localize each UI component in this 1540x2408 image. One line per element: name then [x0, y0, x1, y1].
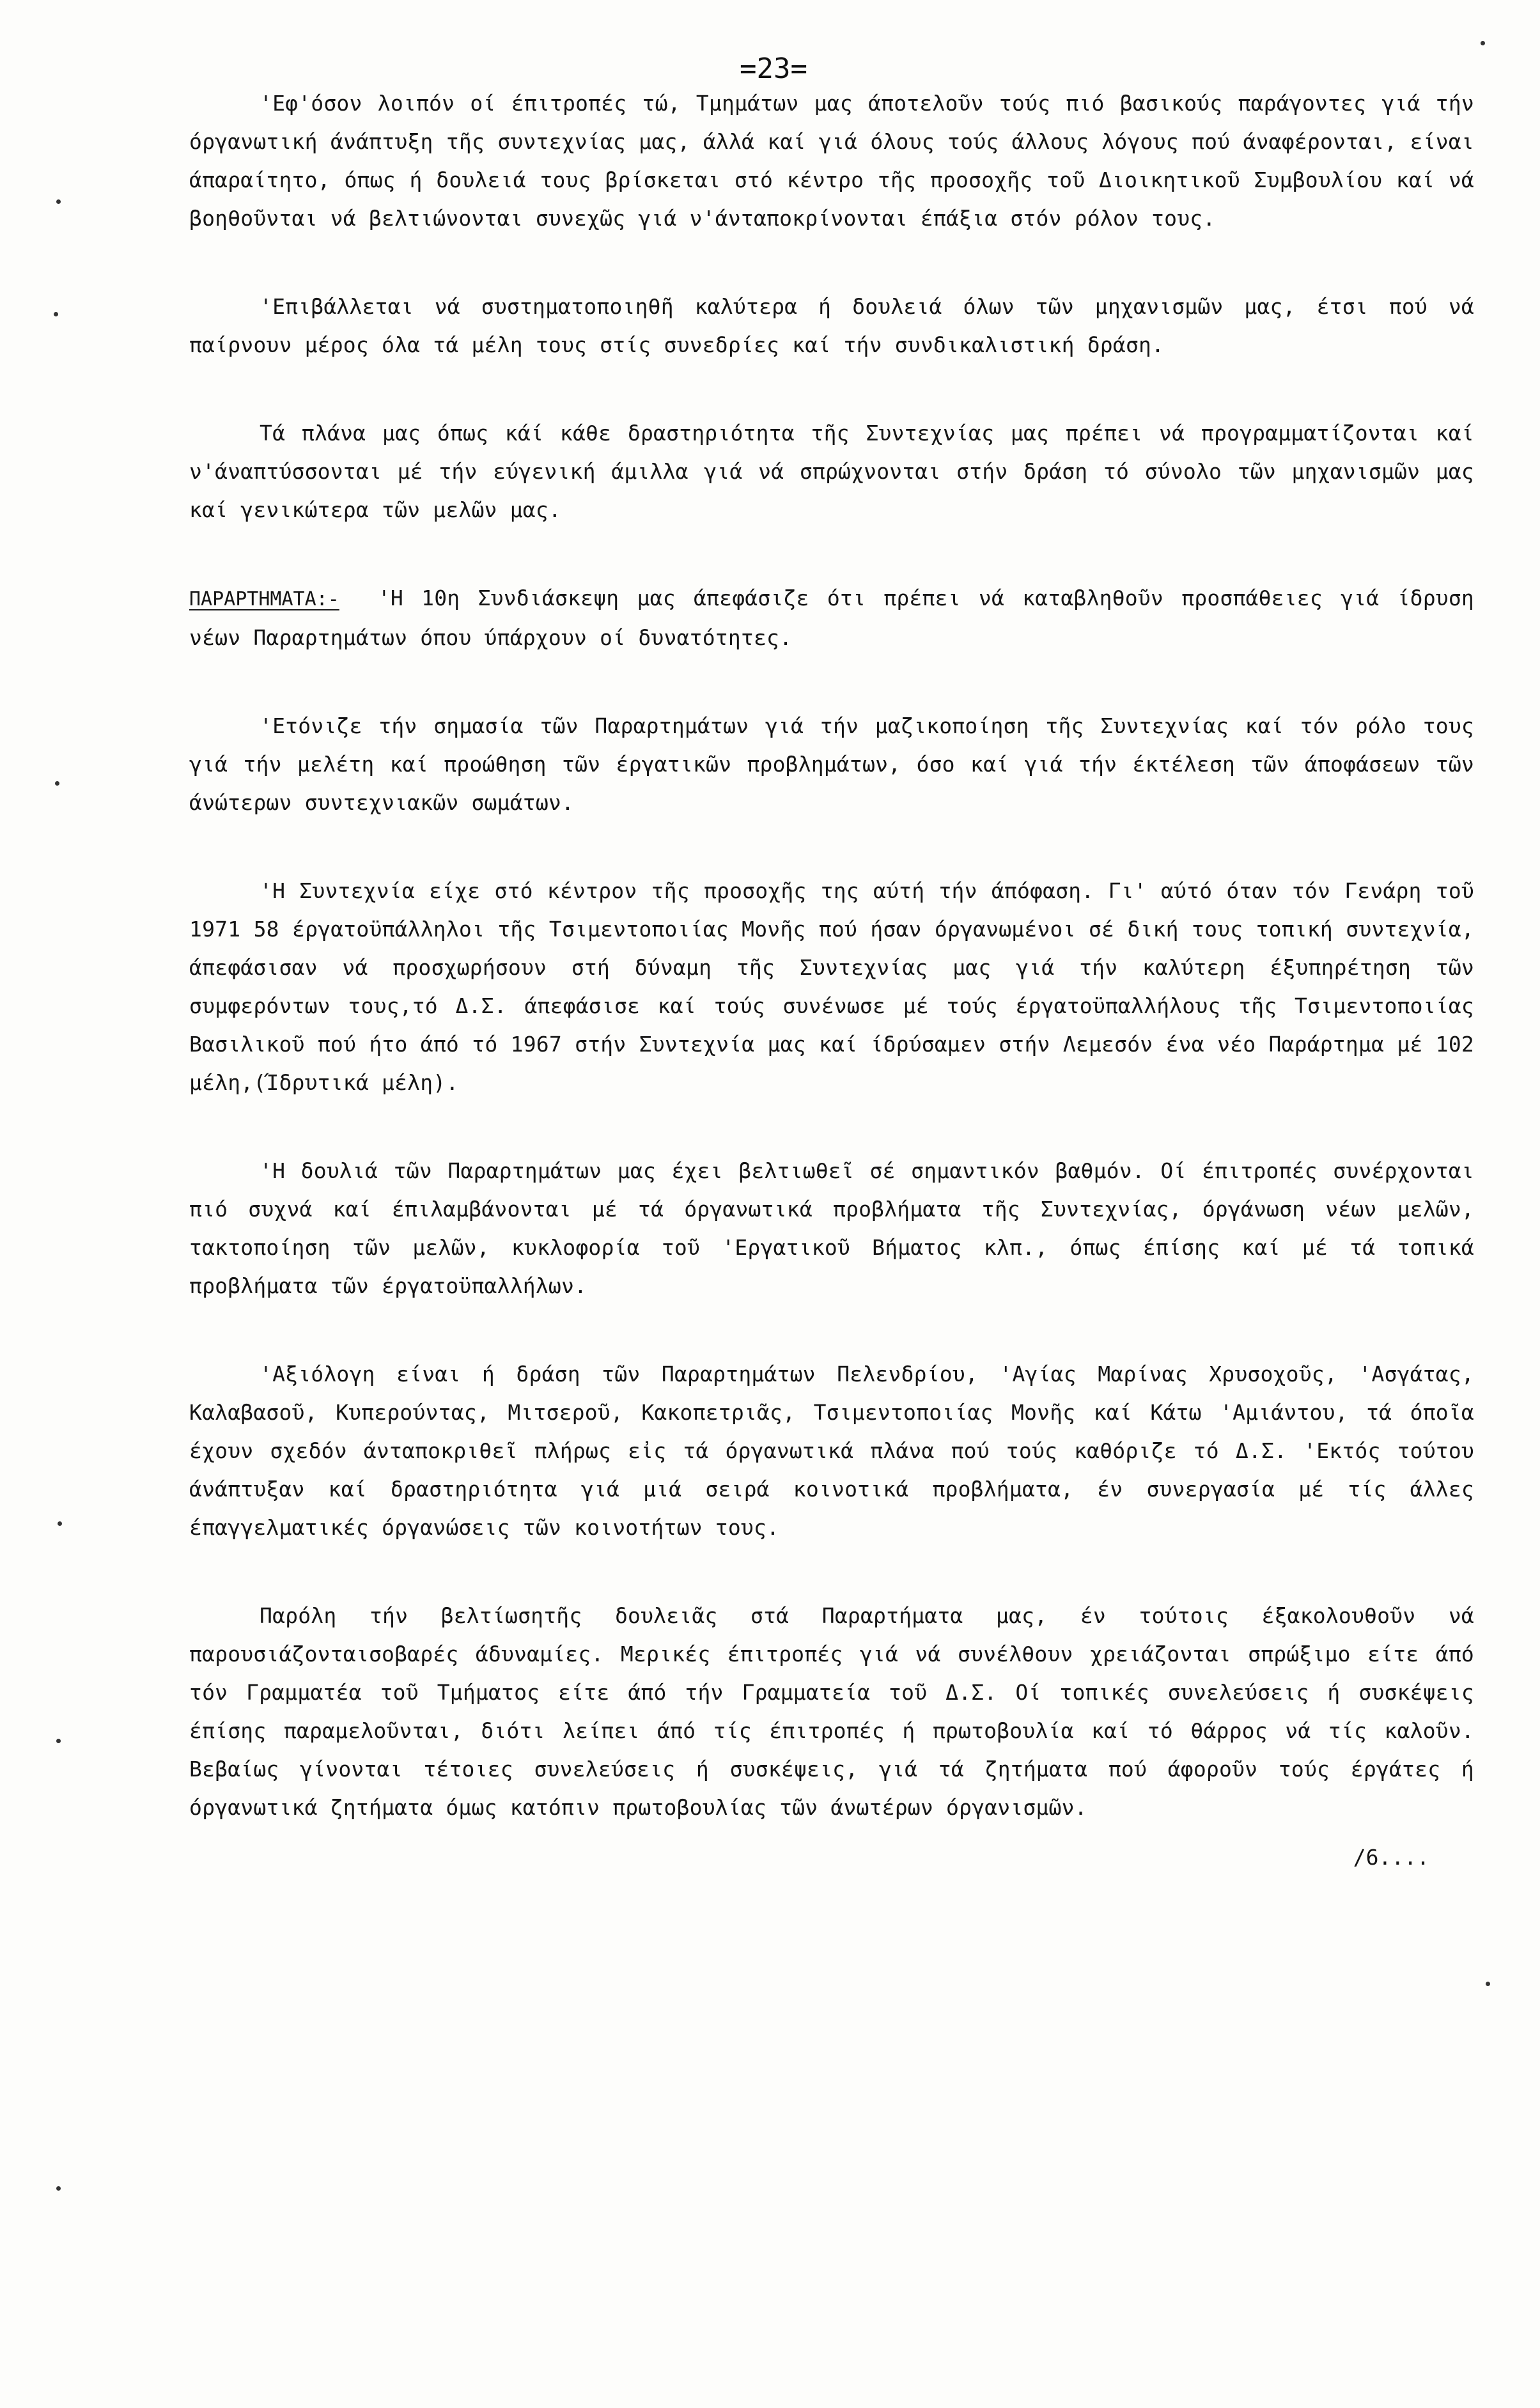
section-heading-branches: ΠΑΡΑΡΤΗΜΑΤΑ:-: [189, 588, 339, 610]
paragraph-plans: Τά πλάνα μας όπως κάί κάθε δραστηριότητα τῆς Συντεχνίας μας πρέπει νά προγραμματίζονται καί ν'άναπτύσσονται μέ τήν εύγενική άμιλλα γιά νά σπρώχνονται στήν δράση τό σύνολο τῶν μηχανισμῶν μας καί γενικώτερα τῶν μελῶν μας.: [189, 421, 1474, 522]
appendix-intro-text: 'Η 10η Συνδιάσκεψη μας άπεφάσιζε ότι πρέπει νά καταβληθοῦν προσπάθειες γιά ίδρυση νέων Παραρτημάτων όπου ύπάρχουν οί δυνατότητες.: [189, 586, 1474, 650]
paragraph-notable-branches: 'Αξιόλογη είναι ή δράση τῶν Παραρτημάτων Πελενδρίου, 'Αγίας Μαρίνας Χρυσοχοῦς, 'Ασγάτας, Καλαβασοῦ, Κυπερούντας, Μιτσεροῦ, Κακοπετριᾶς, Τσιμεντοποιίας Μονῆς καί Κάτω 'Αμιάντου, τά όποῖα έχουν σχεδόν άνταποκριθεῖ πλήρως εἰς τά όργανωτικά πλάνα πού τούς καθόριζε τό Δ.Σ. 'Εκτός τούτου άνάπτυξαν καί δραστηριότητα γιά μιά σειρά κοινοτικά προβλήματα, έν συνεργασία μέ τίς άλλες έπαγγελματικές όργανώσεις τῶν κοινοτήτων τους.: [189, 1362, 1474, 1540]
paragraph-branch-work: 'Η δουλιά τῶν Παραρτημάτων μας έχει βελτιωθεῖ σέ σημαντικόν βαθμόν. Οί έπιτροπές συνέρχονται πιό συχνά καί έπιλαμβάνονται μέ τά όργανωτικά προβλήματα τῆς Συντεχνίας, όργάνωση νέων μελῶν, τακτοποίηση τῶν μελῶν, κυκλοφορία τοῦ 'Εργατικοῦ Βήματος κλπ., όπως έπίσης καί μέ τά τοπικά προβλήματα τῶν έργατοϋπαλλήλων.: [189, 1158, 1474, 1298]
paragraph-cement-factory: 'Η Συντεχνία είχε στό κέντρον τῆς προσοχῆς της αύτή τήν άπόφαση. Γι' αύτό όταν τόν Γενάρη τοῦ 1971 58 έργατοϋπάλληλοι τῆς Τσιμεντοποιίας Μονῆς πού ήσαν όργανωμένοι σέ δική τους τοπική συντεχνία, άπεφάσισαν νά προσχωρήσουν στή δύναμη τῆς Συντεχνίας μας γιά τήν καλύτερη έξυπηρέτηση τῶν συμφερόντων τους,τό Δ.Σ. άπεφάσισε καί τούς συνένωσε μέ τούς έργατοϋπαλλήλους τῆς Τσιμεντοποιίας Βασιλικοῦ πού ήτο άπό τό 1967 στήν Συντεχνία μας καί ίδρύσαμεν στήν Λεμεσόν ένα νέο Παράρτημα μέ 102 μέλη,(Ίδρυτικά μέλη).: [189, 878, 1474, 1095]
scan-dot: [1481, 41, 1485, 45]
page-number: =23=: [740, 52, 807, 85]
scan-dot: [56, 1739, 61, 1743]
scan-dot: [56, 2186, 61, 2191]
paragraph-appendix-intro: [189, 579, 1474, 657]
document-body: [189, 84, 1474, 1877]
scan-dot: [56, 199, 61, 204]
paragraph-branch-importance: 'Ετόνιζε τήν σημασία τῶν Παραρτημάτων γιά τήν μαζικοποίηση τῆς Συντεχνίας καί τόν ρόλο τους γιά τήν μελέτη καί προώθηση τῶν έργατικῶν προβλημάτων, όσο καί γιά τήν έκτέλεση τῶν άποφάσεων τῶν άνώτερων συντεχνιακῶν σωμάτων.: [189, 713, 1474, 815]
paragraph-systematize: 'Επιβάλλεται νά συστηματοποιηθῆ καλύτερα ή δουλειά όλων τῶν μηχανισμῶν μας, έτσι πού νά παίρνουν μέρος όλα τά μέλη τους στίς συνεδρίες καί τήν συνδικαλιστική δράση.: [189, 294, 1474, 357]
page-continuation-marker: /6....: [1353, 1845, 1429, 1870]
scan-dot: [58, 1521, 62, 1526]
paragraph-weaknesses: Παρόλη τήν βελτίωσητῆς δουλειᾶς στά Παραρτήματα μας, έν τούτοις έξακολουθοῦν νά παρουσιάζονταισοβαρές άδυναμίες. Μερικές έπιτροπές γιά νά συνέλθουν χρειάζονται σπρώξιμο είτε άπό τόν Γραμματέα τοῦ Τμήματος είτε άπό τήν Γραμματεία τοῦ Δ.Σ. Οί τοπικές συνελεύσεις ή συσκέψεις έπίσης παραμελοῦνται, διότι λείπει άπό τίς έπιτροπές ή πρωτοβουλία καί τό θάρρος νά τίς καλοῦν. Βεβαίως γίνονται τέτοιες συνελεύσεις ή συσκέψεις, γιά τά ζητήματα πού άφοροῦν τούς έργάτες ή όργανωτικά ζητήματα όμως κατόπιν πρωτοβουλίας τῶν άνωτέρων όργανισμῶν.: [189, 1603, 1474, 1820]
scan-dot: [55, 781, 59, 786]
scan-dot: [54, 312, 58, 316]
paragraph-committees: 'Εφ'όσον λοιπόν οί έπιτροπές τώ, Τμημάτων μας άποτελοῦν τούς πιό βασικούς παράγοντες γιά τήν όργανωτική άνάπτυξη τῆς συντεχνίας μας, άλλά καί γιά όλους τούς άλλους λόγους πού άναφέρονται, είναι άπαραίτητο, όπως ή δουλειά τους βρίσκεται στό κέντρο τῆς προσοχῆς τοῦ Διοικητικοῦ Συμβουλίου καί νά βοηθοῦνται νά βελτιώνονται συνεχῶς γιά ν'άνταποκρίνονται έπάξια στόν ρόλον τους.: [189, 91, 1474, 231]
scan-dot: [1486, 1982, 1490, 1986]
